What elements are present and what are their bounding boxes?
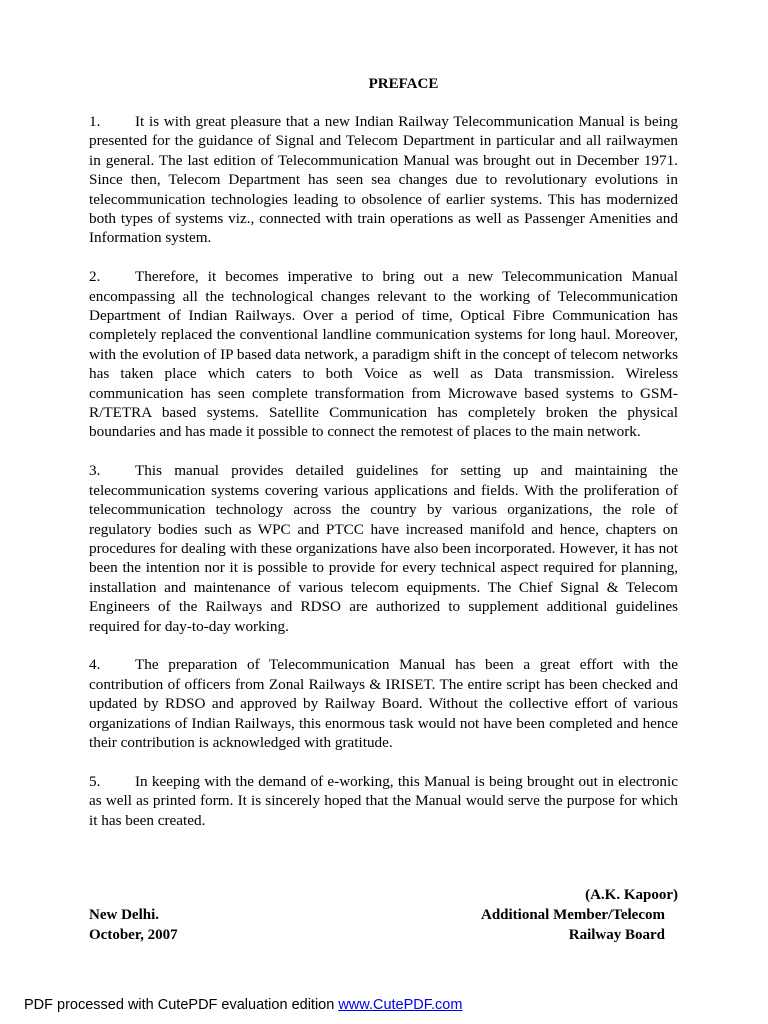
paragraph-number: 2. bbox=[89, 268, 101, 286]
paragraph-1 bbox=[89, 112, 678, 248]
paragraph-text: In keeping with the demand of e-working, this Manual is being brought out in electronic as well as printed form. It is sincerely hoped that the Manual would serve the purpose for which it has been created. bbox=[89, 772, 678, 829]
cutepdf-link[interactable]: www.CutePDF.com bbox=[338, 997, 463, 1013]
paragraph-number: 4. bbox=[89, 656, 101, 674]
signature-date: October, 2007 bbox=[89, 927, 178, 943]
paragraph-number: 5. bbox=[89, 772, 101, 790]
signatory-office: Railway Board bbox=[568, 927, 665, 943]
paragraph-2 bbox=[89, 267, 678, 442]
footer-text: PDF processed with CutePDF evaluation edition bbox=[24, 997, 339, 1013]
paragraph-text: It is with great pleasure that a new Indian Railway Telecommunication Manual is being presented for the guidance of Signal and Telecom Department in particular and all railwaymen in general. The last edition of Telecommunication Manual was brought out in December 1971. Since then, Telecom Department has seen sea changes due to revolutionary evolutions in telecommunication technologies leading to obsolence of earlier systems. This has modernized both types of systems viz., connected with train operations as well as Passenger Amenities and Information system. bbox=[89, 113, 678, 247]
paragraph-number: 3. bbox=[89, 462, 101, 480]
paragraph-text: This manual provides detailed guidelines for setting up and maintaining the telecommunication systems covering various applications and fields. With the proliferation of telecommunication technology across the country by various organizations, the role of regulatory bodies such as WPC and PTCC have increased manifold and hence, chapters on procedures for dealing with these organizations have also been incorporated. However, it has not been the intention nor it is possible to provide for every technical aspect required for planning, installation and maintenance of various telecom equipments. The Chief Signal & Telecom Engineers of the Railways and RDSO are authorized to supplement additional guidelines required for day-to-day working. bbox=[89, 462, 678, 635]
paragraph-text: Therefore, it becomes imperative to bring out a new Telecommunication Manual encompassing all the technological changes relevant to the working of Telecommunication Department of Indian Railways. Over a period of time, Optical Fibre Communication has completely replaced the conventional landline communication systems for long haul. Moreover, with the evolution of IP based data network, a paradigm shift in the concept of telecom networks has taken place which caters to both Voice as well as Data transmission. Wireless communication has seen complete transformation from Microwave based systems to GSM-R/TETRA based systems. Satellite Communication has completely broken the physical boundaries and has made it possible to connect the remotest of places to the main network. bbox=[89, 268, 678, 441]
paragraph-number: 1. bbox=[89, 113, 101, 130]
paragraph-text: The preparation of Telecommunication Manual has been a great effort with the contribution of officers from Zonal Railways & IRISET. The entire script has been checked and updated by RDSO and approved by Railway Board. Without the collective effort of various organizations of Indian Railways, this enormous task would not have been completed and hence their contribution is acknowledged with gratitude. bbox=[89, 656, 678, 751]
document-body bbox=[89, 74, 678, 849]
signatory-designation: Additional Member/Telecom bbox=[480, 907, 665, 923]
paragraph-4 bbox=[89, 655, 678, 752]
page-title: PREFACE bbox=[368, 76, 439, 92]
paragraph-5 bbox=[89, 772, 678, 830]
paragraph-3 bbox=[89, 461, 678, 636]
pdf-watermark-footer bbox=[24, 996, 462, 1014]
signature-place: New Delhi. bbox=[89, 907, 159, 923]
signatory-name: (A.K. Kapoor) bbox=[585, 887, 678, 903]
